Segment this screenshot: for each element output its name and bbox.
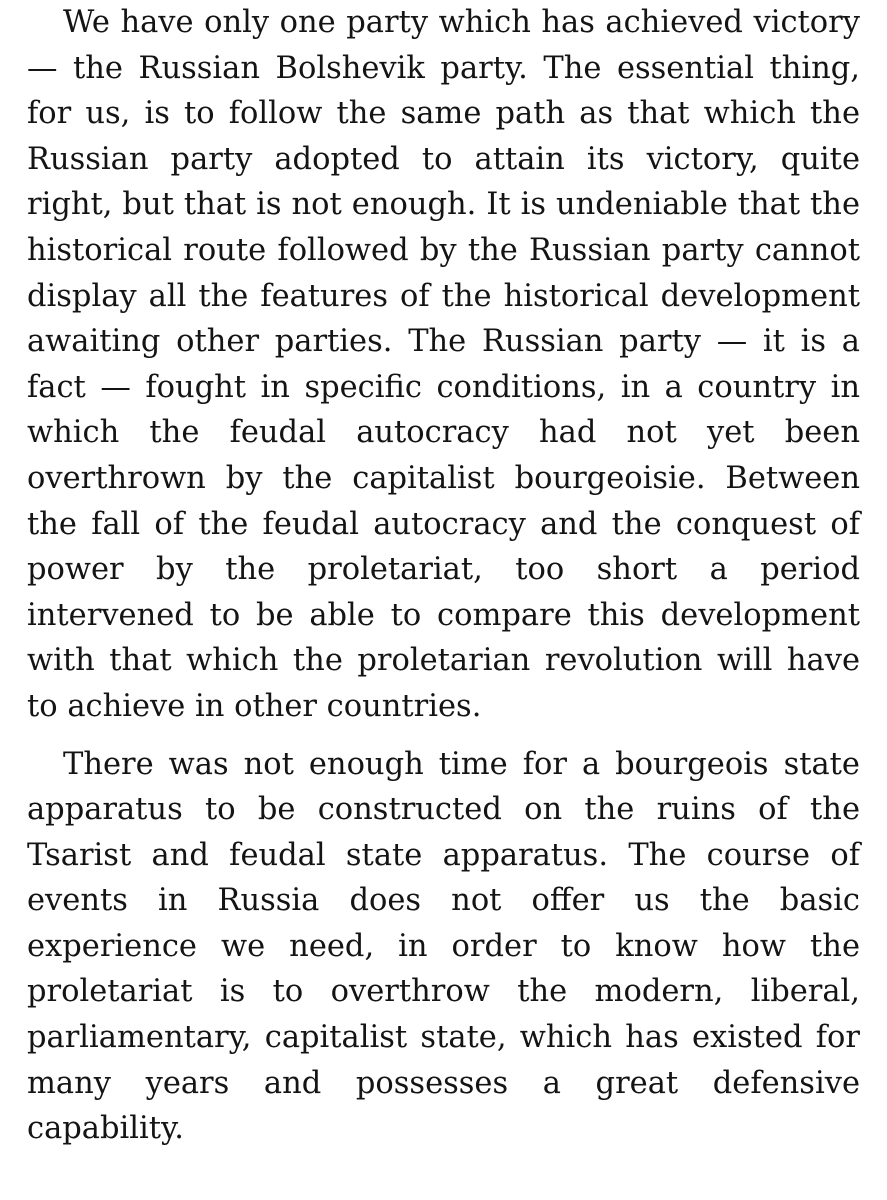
paragraph-2: There was not enough time for a bourgeois state apparatus to be constructed on the ruins of the Tsarist and feudal state apparatus. The course of events in Russia does not offer us the basic experience we need, in order to know how the proletariat is to overthrow the modern, liberal, parliamentary, capitalist state, which has existed for many years and possesses a great defensive capability. bbox=[27, 746, 860, 1147]
document-page bbox=[27, 0, 860, 1152]
paragraph-1: We have only one party which has achieved victory — the Russian Bolshevik party. The essential thing, for us, is to follow the same path as that which the Russian party adopted to attain its victory, quite right, but that is not enough. It is undeniable that the historical route followed by the Russian party cannot display all the features of the historical development awaiting other parties. The Russian party — it is a fact — fought in specific conditions, in a country in which the feudal autocracy had not yet been overthrown by the capitalist bourgeoisie. Between the fall of the feudal autocracy and the conquest of power by the proletariat, too short a period intervened to be able to compare this development with that which the proletarian revolution will have to achieve in other countries. bbox=[27, 5, 860, 724]
